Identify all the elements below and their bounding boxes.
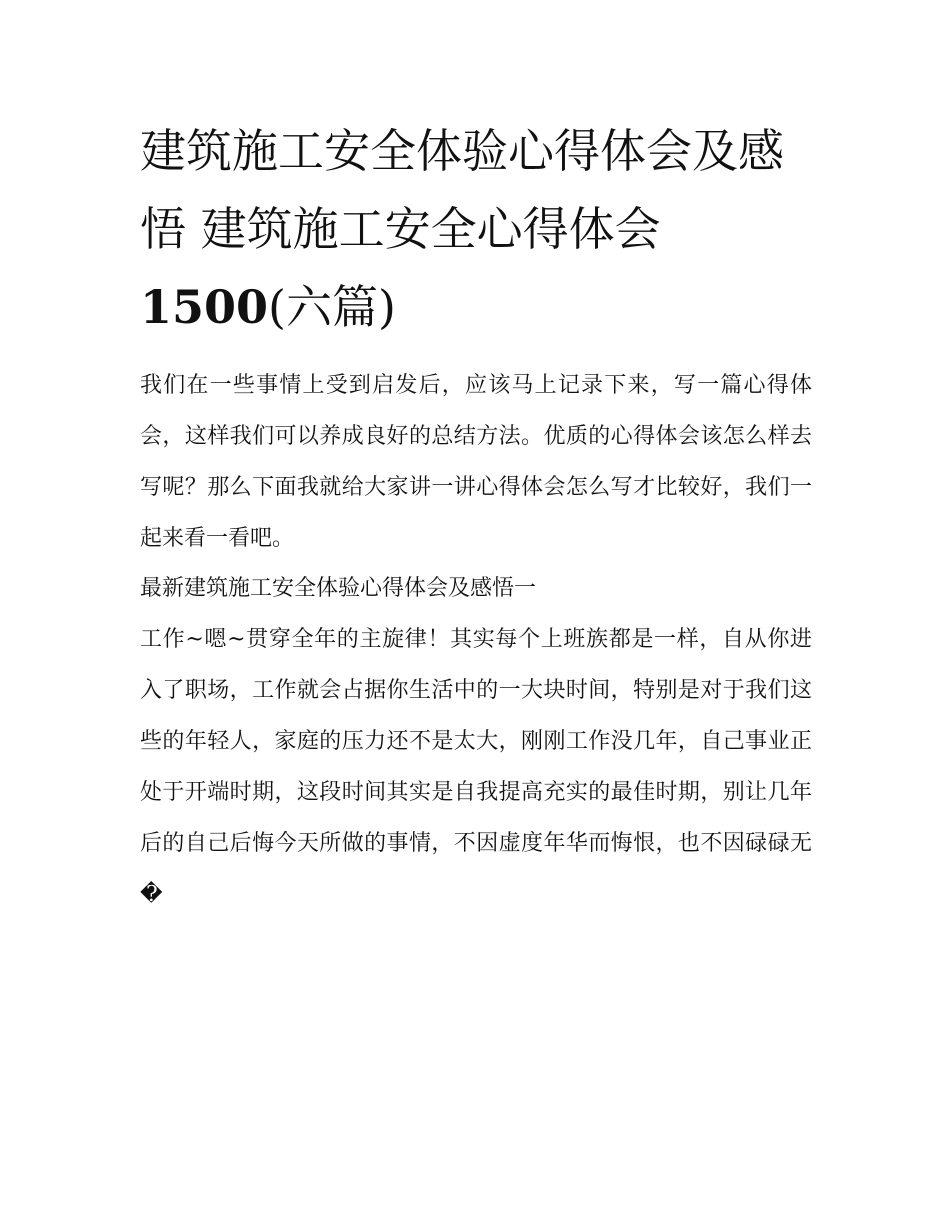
document-title (140, 112, 812, 346)
body-paragraph: 工作~嗯~贯穿全年的主旋律！其实每个上班族都是一样，自从你进入了职场，工作就会占据你生活中的一大块时间，特别是对于我们这些的年轻人，家庭的压力还不是太大，刚刚工作没几年，自己事业正处于开端时期，这段时间其实是自我提高充实的最佳时期，别让几年后的自己后悔今天所做的事情，不因虚度年华而悔恨，也不因碌碌无� (140, 627, 812, 907)
title-suffix: (六篇) (268, 280, 396, 334)
title-number: 1500 (140, 280, 269, 334)
document-page (140, 112, 812, 920)
title-text: 建筑施工安全体验心得体会及感悟 建筑施工安全心得体会 (140, 124, 784, 256)
section-heading: 最新建筑施工安全体验心得体会及感悟一 (140, 576, 537, 601)
intro-paragraph: 我们在一些事情上受到启发后，应该马上记录下来，写一篇心得体会，这样我们可以养成良好的总结方法。优质的心得体会该怎么样去写呢？那么下面我就给大家讲一讲心得体会怎么写才比较好，我们一起来看一看吧。 (140, 373, 812, 551)
